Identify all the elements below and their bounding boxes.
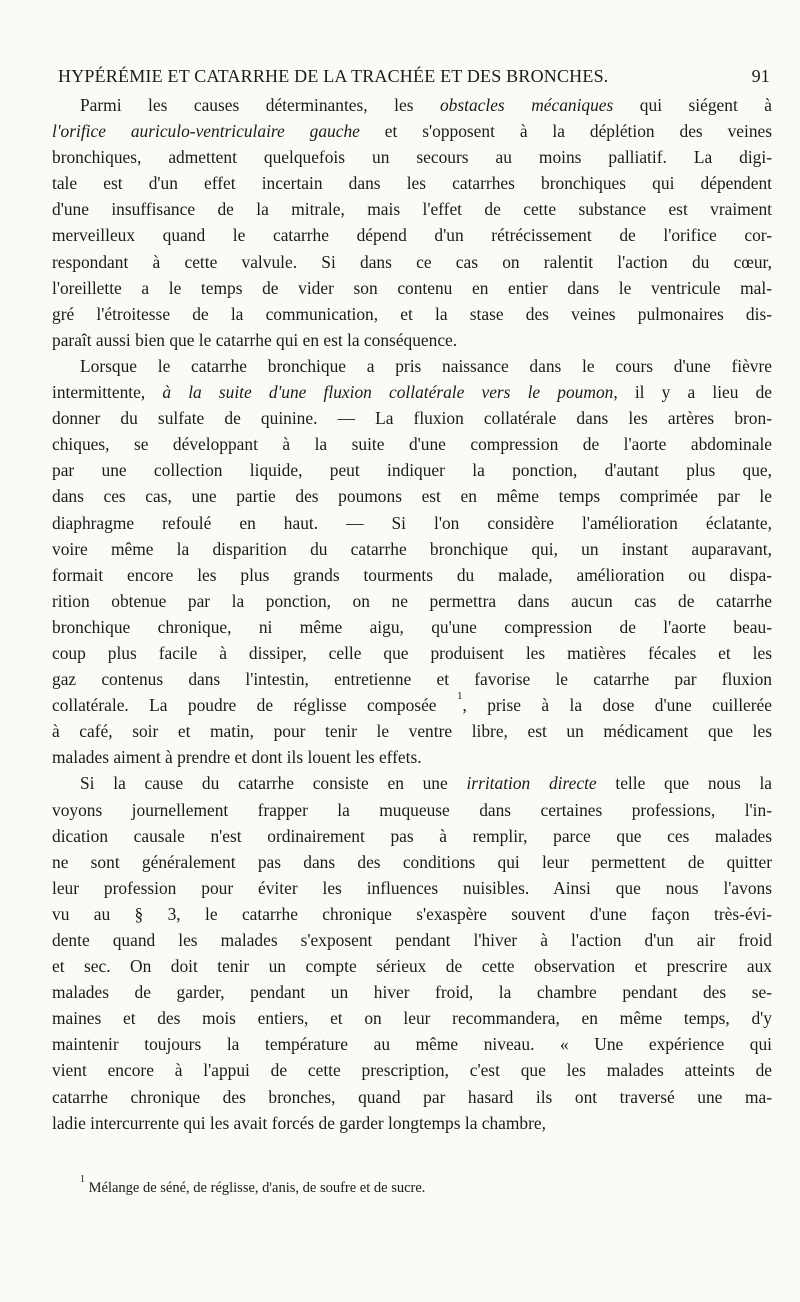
italic-run: obstacles mécaniques [439,95,614,115]
text-run: gré l'étroitesse de la communication, et la stase des veines pulmonaires dis- [52,303,772,324]
text-line [52,1057,772,1083]
text-run: collatérale. La poudre de réglisse composée [52,695,457,716]
text-line [52,483,772,509]
footnote [80,1174,770,1197]
text-run: d'une insuffisance de la mitrale, mais l'effet de cette substance est vraiment [52,199,772,220]
text-line [52,170,772,196]
text-line [52,353,772,379]
text-run: bronchiques, admettent quelquefois un secours au moins palliatif. La digi- [52,147,772,168]
text-line [52,222,772,248]
italic-run: à la suite d'une fluxion collatérale vers le poumon [162,382,614,403]
text-line [52,327,772,353]
text-line [52,431,772,457]
text-run: ne sont généralement pas dans des conditions qui leur permettent de quitter [52,851,772,872]
text-run: malades de garder, pendant un hiver froid, la chambre pendant des se- [52,982,772,1003]
text-run: coup plus facile à dissiper, celle que produisent les matières fécales et les [52,642,772,663]
text-run: maines et des mois entiers, et on leur recommandera, en même temps, d'y [52,1008,772,1029]
text-line [52,1005,772,1031]
text-line [52,823,772,849]
text-line [52,379,772,405]
italic-run: l'orifice auriculo-ventriculaire gauche [52,121,360,142]
text-run: rition obtenue par la ponction, on ne permettra dans aucun cas de catarrhe [52,590,772,611]
footnote-marker: 1 [80,1174,85,1186]
text-run: chiques, se développant à la suite d'une compression de l'aorte abdominale [52,434,772,455]
text-line [52,901,772,927]
text-run: Si la cause du catarrhe consiste en une [80,773,467,794]
text-run: ladie intercurrente qui les avait forcés de garder longtemps la chambre, [52,1112,546,1133]
page-number: 91 [751,66,770,86]
text-run: paraît aussi bien que le catarrhe qui en est la conséquence. [52,329,458,350]
text-run: intermittente, [52,382,163,403]
text-line [52,118,772,144]
text-run: dente quand les malades s'exposent pendant l'hiver à l'action d'un air froid [52,930,772,950]
text-line [52,405,772,431]
text-run: Lorsque le catarrhe bronchique a pris naissance dans le cours d'une fièvre [80,355,772,376]
text-line [52,953,772,979]
text-line [52,666,772,692]
text-run: tale est d'un effet incertain dans les catarrhes bronchiques qui dépendent [52,173,772,194]
text-run: Parmi les causes déterminantes, les [80,95,440,115]
text-line [52,510,772,536]
text-line [52,196,772,222]
text-line [52,979,772,1005]
text-run: malades aiment à prendre et dont ils louent les effets. [52,747,422,768]
text-run: diaphragme refoulé en haut. — Si l'on considère l'amélioration éclatante, [52,512,772,533]
text-line [52,797,772,823]
text-run: dans ces cas, une partie des poumons est en même temps comprimée par le [52,486,772,507]
text-line [52,562,772,588]
text-run: voyons journellement frapper la muqueuse dans certaines professions, l'in- [52,799,772,820]
text-run: voire même la disparition du catarrhe bronchique qui, un instant auparavant, [52,538,772,559]
text-run: qui siégent à [613,95,772,115]
text-run: gaz contenus dans l'intestin, entretienne et favorise le catarrhe par fluxion [52,669,772,690]
text-line [52,92,772,118]
text-run: respondant à cette valvule. Si dans ce cas on ralentit l'action du cœur, [52,251,772,272]
text-run: formait encore les plus grands tourments du malade, amélioration ou dispa- [52,564,772,585]
text-line [52,1084,772,1110]
text-line [52,457,772,483]
text-line [52,849,772,875]
running-header [58,66,770,90]
text-run: vient encore à l'appui de cette prescription, c'est que les malades atteints de [52,1060,772,1081]
text-run: donner du sulfate de quinine. — La fluxion collatérale dans les artères bron- [52,408,772,429]
text-run: à café, soir et matin, pour tenir le ventre libre, est un médicament que les [52,721,772,742]
text-line [52,692,772,718]
text-run: dication causale n'est ordinairement pas à remplir, parce que ces malades [52,825,772,846]
text-line [52,1110,772,1136]
text-line [52,275,772,301]
text-line [52,927,772,953]
italic-run: irritation directe [466,773,597,794]
text-line [52,1031,772,1057]
text-run: merveilleux quand le catarrhe dépend d'un rétrécissement de l'orifice cor- [52,225,772,246]
body-text [52,92,772,1136]
footnote-reference: 1 [456,690,463,703]
text-line [52,640,772,666]
text-line [52,718,772,744]
text-line [52,301,772,327]
text-run: , il y a lieu de [613,382,772,403]
running-title: HYPÉRÉMIE ET CATARRHE DE LA TRACHÉE ET DES BRONCHES. [58,66,609,86]
text-run: catarrhe chronique des bronches, quand par hasard ils ont traversé une ma- [52,1086,772,1107]
text-line [52,744,772,770]
text-run: par une collection liquide, peut indiquer la ponction, d'autant plus que, [52,460,772,481]
text-run: et sec. On doit tenir un compte sérieux de cette observation et prescrire aux [52,956,772,977]
text-run: et s'opposent à la déplétion des veines [359,121,773,142]
footnote-text: Mélange de séné, de réglisse, d'anis, de soufre et de sucre. [85,1180,426,1196]
text-run: l'oreillette a le temps de vider son contenu en entier dans le ventricule mal- [52,277,772,298]
text-line [52,536,772,562]
text-line [52,144,772,170]
text-run: vu au § 3, le catarrhe chronique s'exaspère souvent d'une façon très-évi- [52,903,772,924]
text-line [52,588,772,614]
text-line [52,875,772,901]
text-run: maintenir toujours la température au même niveau. « Une expérience qui [52,1034,772,1055]
text-run: telle que nous la [596,773,773,794]
text-line [52,614,772,640]
text-run: bronchique chronique, ni même aigu, qu'une compression de l'aorte beau- [52,616,772,637]
text-line [52,249,772,275]
text-run: , prise à la dose d'une cuillerée [462,695,772,716]
text-run: leur profession pour éviter les influences nuisibles. Ainsi que nous l'avons [52,877,772,898]
text-line [52,770,772,796]
